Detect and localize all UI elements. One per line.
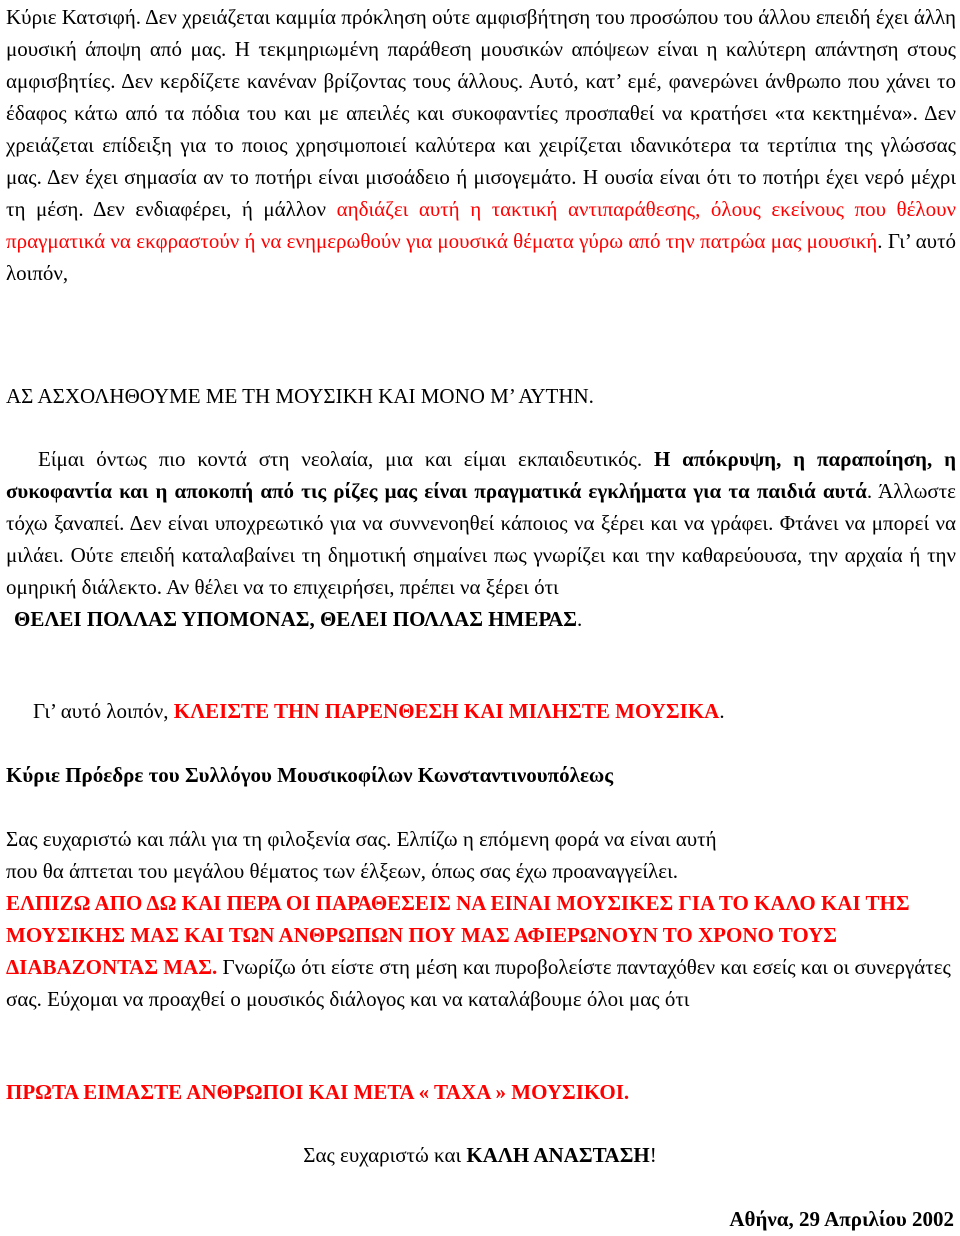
close-red-text: ΚΛΕΙΣΤΕ ΤΗΝ ΠΑΡΕΝΘΕΣΗ ΚΑΙ ΜΙΛΗΣΤΕ ΜΟΥΣΙΚΑ bbox=[173, 699, 720, 723]
paragraph-youth bbox=[6, 443, 956, 635]
greeting-text-end: ! bbox=[649, 1143, 657, 1167]
greeting-bold-text: ΚΑΛΗ ΑΝΑΣΤΑΣΗ bbox=[466, 1143, 650, 1167]
thanks-text-end: Γνωρίζω ότι είστε στη μέση και πυροβολείστε πανταχόθεν και εσείς και οι συνεργάτες σας. Εύχομαι να προαχθεί ο μουσικός διάλογος και να καταλάβουμε όλοι μας ότι bbox=[6, 955, 951, 1011]
youth-caps-text: ΘΕΛΕΙ ΠΟΛΛΑΣ ΥΠΟΜΟΝΑΣ, ΘΕΛΕΙ ΠΟΛΛΑΣ ΗΜΕΡΑΣ bbox=[14, 607, 577, 631]
youth-text-end: . bbox=[576, 607, 583, 631]
heading-humans-first: ΠΡΩΤΑ ΕΙΜΑΣΤΕ ΑΝΘΡΩΠΟΙ ΚΑΙ ΜΕΤΑ « ΤΑΧΑ » ΜΟΥΣΙΚΟΙ. bbox=[6, 1080, 630, 1104]
signature-date: Αθήνα, 29 Απριλίου 2002 bbox=[729, 1207, 954, 1231]
thanks-line-1: Σας ευχαριστώ και πάλι για τη φιλοξενία σας. Ελπίζω η επόμενη φορά να είναι αυτή bbox=[6, 827, 717, 851]
intro-red-text: αηδιάζει αυτή η τακτική αντιπαράθεσης, όλους εκείνους που θέλουν πραγματικά να εκφραστούν ή να ενημερωθούν για μουσικά θέματα γύρω από την πατρώα μας μουσική bbox=[6, 197, 956, 253]
intro-text-end: . Γι’ αυτό λοιπόν, bbox=[6, 229, 957, 285]
paragraph-thanks bbox=[6, 823, 956, 1015]
intro-text: Κύριε Κατσιφή. Δεν χρειάζεται καμμία πρόκληση ούτε αμφισβήτηση του προσώπου του άλλου επειδή έχει άλλη μουσική άποψη από μας. Η τεκμηριωμένη παράθεση μουσικών απόψεων είναι η καλύτερη απάντηση στους αμφισβητίες. Δεν κερδίζετε κανέναν βρίζοντας τους άλλους. Αυτό, κατ’ εμέ, φανερώνει άνθρωπο που χάνει το έδαφος κάτω από τα πόδια του και με απειλές και συκοφαντίες προσπαθεί να κρατήσει «τα κεκτημένα». Δεν χρειάζεται επίδειξη για το ποιος χρησιμοποιεί καλύτερα και χειρίζεται ιδανικότερα τα τερτίπια της γλώσσας μας. Δεν έχει σημασία αν το ποτήρι είναι μισοάδειο ή μισογεμάτο. Η ουσία είναι ότι το ποτήρι έχει νερό μέχρι τη μέση. Δεν ενδιαφέρει, ή μάλλον bbox=[6, 5, 956, 221]
paragraph-intro bbox=[6, 1, 956, 289]
close-text: Γι’ αυτό λοιπόν, bbox=[33, 699, 174, 723]
youth-bold-text: Η απόκρυψη, η παραποίηση, η συκοφαντία και η αποκοπή από τις ρίζες μας είναι πραγματικά εγκλήματα για τα παιδιά αυτά bbox=[6, 447, 956, 503]
greeting-text: Σας ευχαριστώ και bbox=[303, 1143, 467, 1167]
thanks-line-2: που θα άπτεται του μεγάλου θέματος των έλξεων, όπως σας έχω προαναγγείλει. bbox=[6, 859, 678, 883]
address-president: Κύριε Πρόεδρε του Συλλόγου Μουσικοφίλων Κωνσταντινουπόλεως bbox=[6, 763, 614, 787]
youth-text-mid: . Άλλωστε τόχω ξαναπεί. Δεν είναι υποχρεωτικό για να συννενοηθεί κάποιος να ξέρει και να γράφει. Φτάνει να μπορεί να μιλάει. Ούτε επειδή καταλαβαίνει τη δημοτική σημαίνει πως γνωρίζει και την καθαρεύουσα, την αρχαία ή την ομηρική διάλεκτο. Αν θέλει να το επιχειρήσει, πρέπει να ξέρει ότι bbox=[6, 479, 956, 599]
paragraph-close-parenthesis bbox=[6, 695, 956, 727]
youth-text: Είμαι όντως πιο κοντά στη νεολαία, μια και είμαι εκπαιδευτικός. bbox=[38, 447, 654, 471]
closing-greeting bbox=[0, 1139, 960, 1171]
heading-music-only: ΑΣ ΑΣΧΟΛΗΘΟΥΜΕ ΜΕ ΤΗ ΜΟΥΣΙΚΗ ΚΑΙ ΜΟΝΟ Μ’ ΑΥΤΗΝ. bbox=[6, 384, 594, 408]
close-text-end: . bbox=[719, 699, 725, 723]
thanks-red-text: ΕΛΠΙΖΩ ΑΠΟ ΔΩ ΚΑΙ ΠΕΡΑ ΟΙ ΠΑΡΑΘΕΣΕΙΣ ΝΑ ΕΙΝΑΙ ΜΟΥΣΙΚΕΣ ΓΙΑ ΤΟ ΚΑΛΟ ΚΑΙ ΤΗΣ ΜΟΥΣΙΚΗΣ ΜΑΣ ΚΑΙ ΤΩΝ ΑΝΘΡΩΠΩΝ ΠΟΥ ΜΑΣ ΑΦΙΕΡΩΝΟΥΝ ΤΟ ΧΡΟΝΟ ΤΟΥΣ ΔΙΑΒΑΖΟΝΤΑΣ ΜΑΣ. bbox=[6, 891, 910, 979]
